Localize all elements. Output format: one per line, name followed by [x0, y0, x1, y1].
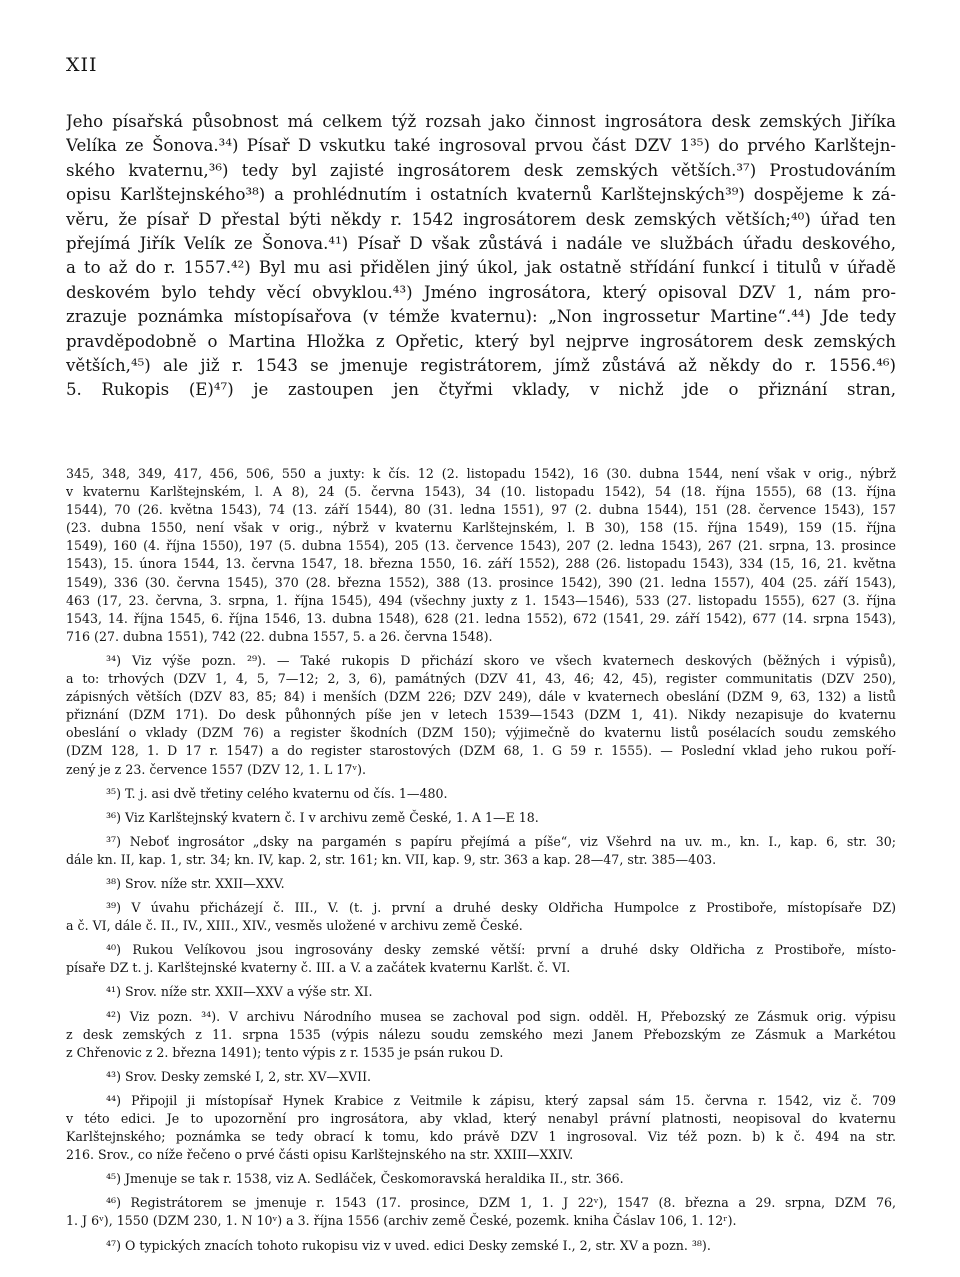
footnote-line: 1. J 6ᵛ), 1550 (DZM 230, 1. N 10ᵛ) a 3. října 1556 (archiv země České, pozemk. kniha Čáslav 106, 1. 12ʳ).: [66, 1213, 737, 1229]
main-text-line: a to až do r. 1557.⁴²) Byl mu asi přidělen jiný úkol, jak ostatně střídání funkcí i titulů v úřadě: [66, 258, 896, 278]
main-text-line: přejímá Jiřík Velík ze Šonova.⁴¹) Písař D však zůstává i nadále ve službách úřadu deskového,: [66, 234, 896, 254]
footnote-line: ³⁹) V úvahu přicházejí č. III., V. (t. j. první a druhé desky Oldřicha Humpolce z Prostiboře, místopísaře DZ): [106, 900, 896, 916]
main-text-line: 5. Rukopis (E)⁴⁷) je zastoupen jen čtyřmi vklady, v nichž jde o přiznání stran,: [66, 380, 896, 400]
footnote-line: 463 (17, 23. června, 3. srpna, 1. října 1545), 494 (všechny juxty z 1. 1543—1546), 533 (27. listopadu 1555), 627 (3. října: [66, 592, 896, 608]
footnote-line: ⁴¹) Srov. níže str. XXII—XXV a výše str. XI.: [106, 984, 373, 1000]
footnote-line: v této edici. Je to upozornění pro ingrosátora, aby vklad, který nenabyl právní platnosti, neopisoval do kvaternu: [66, 1111, 896, 1126]
footnote-line: ³⁸) Srov. níže str. XXII—XXV.: [106, 875, 285, 891]
footnote-line: zený je z 23. července 1557 (DZV 12, 1. L 17ᵛ).: [66, 761, 367, 777]
footnote-line: ⁴³) Srov. Desky zemské I, 2, str. XV—XVII.: [106, 1068, 372, 1084]
footnote-line: 216. Srov., co níže řečeno o prvé části opisu Karlštejnského na str. XXIII—XXIV.: [66, 1147, 574, 1163]
footnote-line: 1549), 336 (30. června 1545), 370 (28. března 1552), 388 (13. prosince 1542), 390 (21. ledna 1557), 404 (25. září 1543),: [66, 574, 896, 590]
footnote-line: z Chřenovic z 2. března 1491); tento výpis z r. 1535 je psán rukou D.: [66, 1044, 504, 1060]
footnote-line: (23. dubna 1550, není však v orig., nýbrž v kvaternu Karlštejnském, l. B 30), 158 (15. října 1549), 159 (15. října: [66, 520, 896, 536]
footnote-line: ³⁷) Neboť ingrosátor „dsky na pargamén s papíru přejímá a píše“, viz Všehrd na uv. m., kn. I., kap. 6, str. 30;: [106, 833, 896, 849]
footnote-line: písaře DZ t. j. Karlštejnské kvaterny č. III. a V. a začátek kvaternu Karlšt. č. VI.: [66, 960, 571, 976]
footnote-line: (DZM 128, 1. D 17 r. 1547) a do register starostových (DZM 68, 1. G 59 r. 1555). — Poslední vklad jeho rukou poří-: [66, 743, 896, 759]
footnote-line: ⁴⁴) Připojil ji místopísař Hynek Krabice z Veitmile k zápisu, který zapsal sám 15. června r. 1542, viz č. 709: [106, 1092, 896, 1108]
footnote-line: 1543, 14. října 1545, 6. října 1546, 13. dubna 1548), 628 (21. ledna 1552), 672 (1541, 29. září 1542), 677 (14. srpna 1543),: [66, 610, 896, 626]
footnote-line: ³⁵) T. j. asi dvě třetiny celého kvaternu od čís. 1—480.: [106, 785, 448, 801]
main-text-line: věru, že písař D přestal býti někdy r. 1542 ingrosátorem desk zemských větších;⁴⁰) úřad ten: [66, 209, 896, 229]
footnote-line: a to: trhových (DZV 1, 4, 5, 7—12; 2, 3, 6), památných (DZV 41, 43, 46; 42, 45), register communitatis (DZV 250),: [66, 671, 896, 687]
footnote-line: 716 (27. dubna 1551), 742 (22. dubna 1557, 5. a 26. června 1548).: [66, 628, 493, 644]
footnote-line: Karlštejnského; poznámka se tedy obrací k tomu, kdo právě DZV 1 ingrosoval. Viz též pozn. b) k č. 494 na str.: [66, 1129, 896, 1145]
footnote-line: v kvaternu Karlštejnském, l. A 8), 24 (5. června 1543), 34 (10. listopadu 1542), 54 (18. října 1555), 68 (13. října: [66, 484, 896, 500]
main-text-line: opisu Karlštejnského³⁸) a prohlédnutím i ostatních kvaternů Karlštejnských³⁹) dospějeme k zá-: [66, 185, 896, 205]
main-text-line: pravděpodobně o Martina Hložka z Opřetic, který byl nejprve ingrosátorem desk zemských: [66, 331, 896, 351]
footnote-line: ³⁶) Viz Karlštejnský kvatern č. I v archivu země České, 1. A 1—E 18.: [106, 809, 539, 825]
main-text-line: větších,⁴⁵) ale již r. 1543 se jmenuje registrátorem, jímž zůstává až někdy do r. 1556.⁴⁶): [66, 356, 896, 376]
footnote-line: přiznání (DZM 171). Do desk půhonných píše jen v letech 1539—1543 (DZM 1, 41). Nikdy nezapisuje do kvaternu: [66, 707, 896, 723]
footnote-line: ⁴⁵) Jmenuje se tak r. 1538, viz A. Sedláček, Českomoravská heraldika II., str. 366.: [106, 1171, 624, 1187]
footnote-line: ³⁴) Viz výše pozn. ²⁹). — Také rukopis D přichází skoro ve všech kvaternech deskových (běžných i výpisů),: [106, 652, 896, 668]
main-text: [66, 110, 896, 403]
footnote-line: 1543), 15. února 1544, 13. června 1547, 18. března 1550, 16. září 1552), 288 (26. listopadu 1543), 334 (15, 16, 21. května: [66, 556, 896, 572]
footnote-line: 345, 348, 349, 417, 456, 506, 550 a juxty: k čís. 12 (2. listopadu 1542), 16 (30. dubna 1544, není však v orig., nýbrž: [66, 466, 896, 481]
footnote-line: z desk zemských z 11. srpna 1535 (výpis nálezu soudu zemského mezi Janem Přebozským ze Zásmuk a Markétou: [66, 1026, 896, 1042]
footnote-line: a č. VI, dále č. II., IV., XIII., XIV., vesměs uložené v archivu země České.: [66, 918, 523, 934]
main-text-line: Jeho písařská působnost má celkem týž rozsah jako činnost ingrosátora desk zemských Jiříka: [66, 112, 896, 131]
footnotes: [66, 465, 896, 1255]
footnote-line: dále kn. II, kap. 1, str. 34; kn. IV, kap. 2, str. 161; kn. VII, kap. 9, str. 363 a kap. 28—47, str. 385—403.: [66, 851, 717, 867]
main-text-line: zrazuje poznámka místopísařova (v témže kvaternu): „Non ingrossetur Martine“.⁴⁴) Jde tedy: [66, 307, 896, 327]
footnote-line: obeslání o vklady (DZM 76) a register škodních (DZM 150); výjimečně do kvaternu listů posélacích soudu zemského: [66, 725, 896, 741]
footnote-line: ⁴²) Viz pozn. ³⁴). V archivu Národního musea se zachoval pod sign. odděl. H, Přebozský ze Zásmuk orig. výpisu: [106, 1008, 896, 1024]
main-text-line: deskovém bylo tehdy věcí obvyklou.⁴³) Jméno ingrosátora, který opisoval DZV 1, nám pro-: [66, 282, 896, 302]
main-text-line: ského kvaternu,³⁶) tedy byl zajisté ingrosátorem desk zemských větších.³⁷) Prostudováním: [66, 160, 896, 180]
page-number: XII: [66, 54, 98, 76]
footnote-line: ⁴⁰) Rukou Velíkovou jsou ingrosovány desky zemské větší: první a druhé dsky Oldřicha z Prostiboře, místo-: [106, 942, 896, 958]
footnote-line: 1544), 70 (26. května 1543), 74 (13. září 1544), 80 (31. ledna 1551), 97 (2. dubna 1544), 151 (28. července 1543), 157: [66, 502, 896, 518]
footnote-line: zápisných větších (DZV 83, 85; 84) i menších (DZM 226; DZV 249), dále v kvaternech obeslání (DZM 9, 63, 132) a listů: [66, 689, 896, 705]
footnote-line: ⁴⁷) O typických znacích tohoto rukopisu viz v uved. edici Desky zemské I., 2, str. XV a pozn. ³⁸).: [106, 1237, 711, 1253]
footnote-line: 1549), 160 (4. října 1550), 197 (5. dubna 1554), 205 (13. července 1543), 207 (2. ledna 1543), 267 (21. srpna, 13. prosince: [66, 538, 896, 554]
main-text-line: Velíka ze Šonova.³⁴) Písař D vskutku také ingrosoval prvou část DZV 1³⁵) do prvého Karlštejn-: [66, 136, 896, 156]
footnote-line: ⁴⁶) Registrátorem se jmenuje r. 1543 (17. prosince, DZM 1, 1. J 22ᵛ), 1547 (8. března a 29. srpna, DZM 76,: [106, 1195, 896, 1211]
